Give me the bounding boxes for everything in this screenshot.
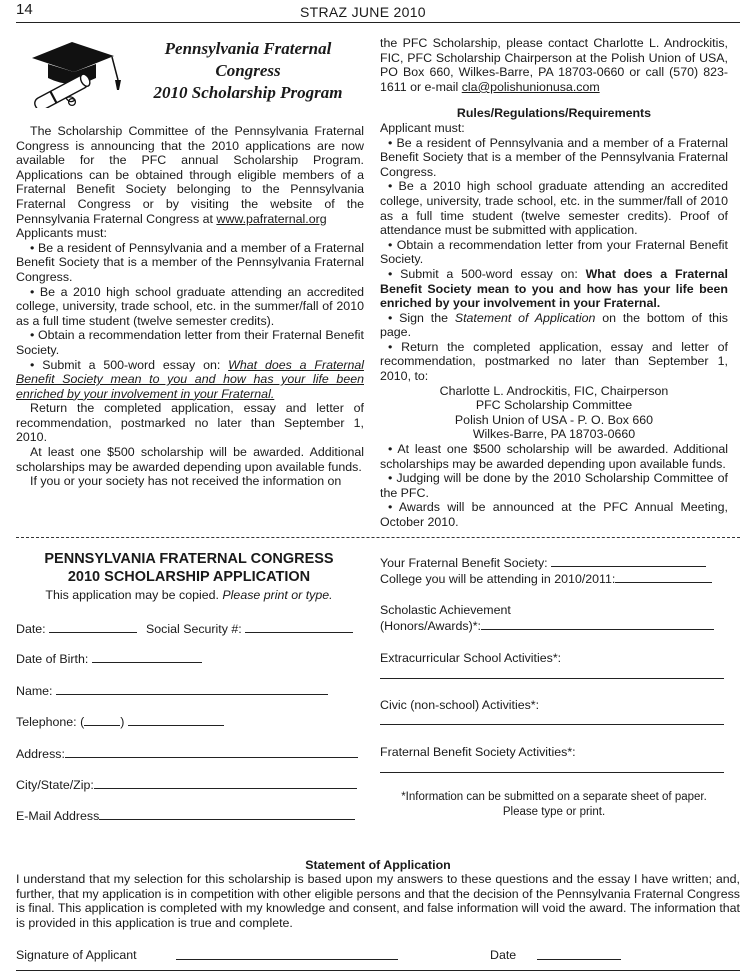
return-paragraph: Return the completed application, essay and letter of recommendation, postmarked no later than September 1, 2010. xyxy=(16,401,364,445)
no-info-paragraph: If you or your society has not received the information on xyxy=(30,474,342,489)
city-state-zip-field[interactable]: City/State/Zip: xyxy=(16,778,357,793)
rule-item: • At least one $500 scholarship will be awarded. Additional scholarships may be awarded depending upon available funds. xyxy=(380,442,728,471)
signature-date-label: Date xyxy=(490,948,517,962)
address-line: Charlotte L. Androckitis, FIC, Chairperson xyxy=(439,383,669,398)
rule-item: • Be a resident of Pennsylvania and a member of a Fraternal Benefit Society that is a member of the Pennsylvania Fraternal Congress. xyxy=(380,135,728,179)
requirement-item: • Obtain a recommendation letter from their Fraternal Benefit Society. xyxy=(16,328,364,357)
contact-paragraph: the PFC Scholarship, please contact Charlotte L. Androckitis, FIC, PFC Scholarship Chairperson at the Polish Union of USA, PO Box 660, Wilkes-Barre, PA 18703-0660 or call (570) 823-1611 or e-mail cla@polishunionusa.com xyxy=(380,36,728,94)
address-line: Polish Union of USA - P. O. Box 660 xyxy=(454,412,654,427)
copy-note: This application may be copied. Please print or type. xyxy=(45,588,333,602)
graduation-cap-icon xyxy=(22,36,132,108)
college-field[interactable]: College you will be attending in 2010/2011: xyxy=(380,572,712,587)
requirement-item: • Submit a 500-word essay on: What does a Fraternal Benefit Society mean to you and how has your life been enriched by your involvement in your Fraternal. xyxy=(16,357,364,401)
rule-item: • Awards will be announced at the PFC Annual Meeting, October 2010. xyxy=(380,500,728,529)
statement-heading: Statement of Application xyxy=(305,858,451,872)
requirement-item: • Be a resident of Pennsylvania and a member of a Fraternal Benefit Society that is a member of the Pennsylvania Fraternal Congress. xyxy=(16,240,364,284)
date-field[interactable]: Date: xyxy=(16,622,137,637)
ssn-field[interactable]: Social Security #: xyxy=(146,622,353,637)
name-field[interactable]: Name: xyxy=(16,684,328,699)
program-title-line: Congress xyxy=(215,61,281,80)
rule-item: • Obtain a recommendation letter from your Fraternal Benefit Society. xyxy=(380,237,728,267)
award-paragraph: At least one $500 scholarship will be awarded. Additional scholarships may be awarded depending upon available funds. xyxy=(16,445,364,474)
form-footnote: *Information can be submitted on a separate sheet of paper. Please type or print. xyxy=(401,791,707,818)
address-line: Wilkes-Barre, PA 18703-0660 xyxy=(472,427,636,442)
extracurricular-field[interactable] xyxy=(380,668,724,683)
rule-item: • Judging will be done by the 2010 Scholarship Committee of the PFC. xyxy=(380,471,728,500)
essay-topic-bold: What does a Fraternal Benefit Society mean to you and how has your life been enriched by your involvement in your Fraternal. xyxy=(380,266,728,311)
civic-field[interactable] xyxy=(380,714,724,729)
masthead: STRAZ JUNE 2010 xyxy=(300,4,426,20)
email-field[interactable]: E-Mail Address xyxy=(16,809,355,824)
statement-body: I understand that my selection for this scholarship is based upon my answers to these questions and the essay I have written; and, further, that my application is in competition with other eligible persons and that the decision of the Pennsylvania Fraternal Congress is final. This application is completed with my knowledge and consent, and false information will void the award. The information that is provided in this application is true and complete. xyxy=(16,872,740,930)
address-field[interactable]: Address: xyxy=(16,747,358,762)
dob-field[interactable]: Date of Birth: xyxy=(16,652,202,667)
rule-item: • Be a 2010 high school graduate attending an accredited college, university, trade school, etc. in the summer/fall of 2010 as a full time student (twelve semester credits). Proof of attendance must be submitted with application. xyxy=(380,179,728,238)
form-heading: PENNSYLVANIA FRATERNAL CONGRESS 2010 SCHOLARSHIP APPLICATION xyxy=(44,551,334,585)
cut-line xyxy=(16,537,740,538)
intro-paragraph: The Scholarship Committee of the Pennsylvania Fraternal Congress is announcing that the 2010 applications are now available for the PFC annual Scholarship Program. Applications can be obtained through eligible members of a Fraternal Benefit Society belonging to the Pennsylvania Fraternal Congress or by visiting the website of the Pennsylvania Fraternal Congress at www.pafraternal.org xyxy=(16,124,364,226)
bottom-rule xyxy=(16,970,740,971)
fraternal-activities-field[interactable] xyxy=(380,762,724,777)
rule-item: • Sign the Statement of Application on the bottom of this page. xyxy=(380,310,728,340)
fraternal-activities-label: Fraternal Benefit Society Activities*: xyxy=(380,745,576,759)
rules-heading: Rules/Regulations/Requirements xyxy=(456,106,652,121)
address-line: PFC Scholarship Committee xyxy=(475,398,633,413)
top-rule xyxy=(16,22,740,23)
scholastic-label: Scholastic Achievement xyxy=(380,603,511,617)
civic-label: Civic (non-school) Activities*: xyxy=(380,698,540,712)
rule-item: • Return the completed application, essay and letter of recommendation, postmarked no later than September 1, 2010, to: xyxy=(380,339,728,384)
requirement-item: • Be a 2010 high school graduate attending an accredited college, university, trade school, etc. in the summer/fall of 2010 as a full time student (twelve semester credits). xyxy=(16,284,364,328)
rule-item: • Submit a 500-word essay on: What does a Fraternal Benefit Society mean to you and how has your life been enriched by your involvement in your Fraternal. xyxy=(380,266,728,311)
telephone-field[interactable]: Telephone: ( ) xyxy=(16,715,224,730)
left-column xyxy=(16,124,364,489)
website-link[interactable]: www.pafraternal.org xyxy=(216,211,327,226)
page-number: 14 xyxy=(16,1,33,18)
applicant-must: Applicant must: xyxy=(380,120,465,135)
email-link[interactable]: cla@polishunionusa.com xyxy=(461,79,600,94)
program-title-line: Pennsylvania Fraternal xyxy=(164,39,332,58)
program-title-line: 2010 Scholarship Program xyxy=(153,83,343,102)
signature-date-field[interactable] xyxy=(537,959,621,960)
essay-topic: What does a Fraternal Benefit Society mean to you and how has your life been enriched by your involvement in your Fraternal. xyxy=(16,357,364,401)
signature-field[interactable] xyxy=(176,959,398,960)
scholastic-field[interactable]: (Honors/Awards)*: xyxy=(380,619,714,634)
signature-label: Signature of Applicant xyxy=(16,948,137,962)
society-field[interactable]: Your Fraternal Benefit Society: xyxy=(380,556,706,571)
program-title xyxy=(130,38,366,104)
right-column xyxy=(380,36,728,530)
extracurricular-label: Extracurricular School Activities*: xyxy=(380,651,562,665)
applicants-must: Applicants must: xyxy=(16,226,107,241)
